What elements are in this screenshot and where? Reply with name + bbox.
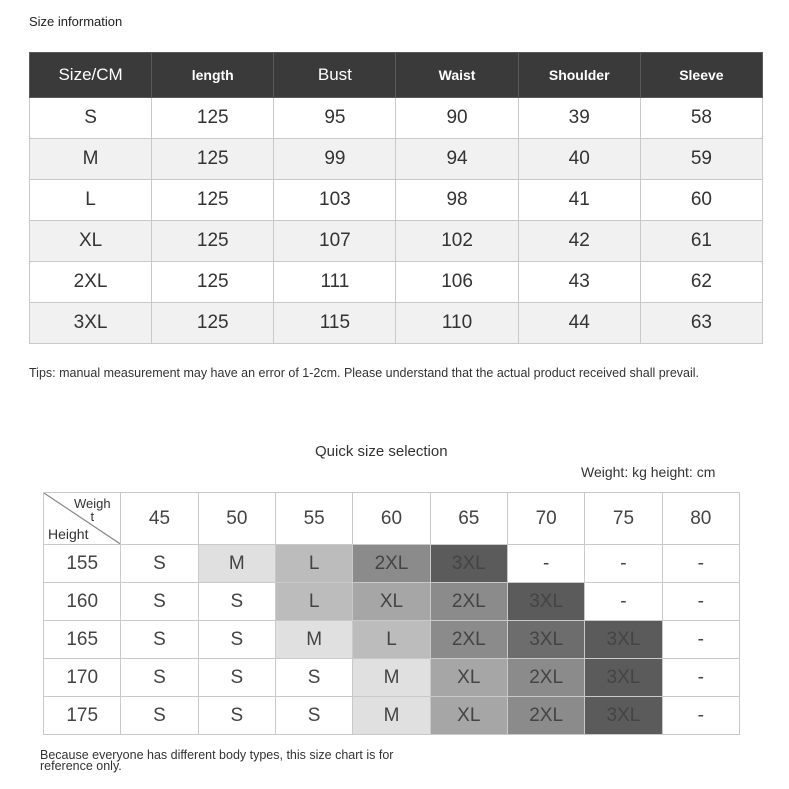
table-row xyxy=(30,303,763,344)
header-bust: Bust xyxy=(274,53,396,98)
size-table xyxy=(29,52,763,344)
weight-header: 75 xyxy=(585,493,662,545)
height-cell: 175 xyxy=(44,697,121,735)
corner-cell xyxy=(44,493,121,545)
size-cell: S xyxy=(198,659,275,697)
table-cell: 42 xyxy=(518,221,640,262)
size-cell: - xyxy=(662,697,739,735)
weight-header: 80 xyxy=(662,493,739,545)
measurement-tips: Tips: manual measurement may have an error of 1-2cm. Please understand that the actual product received shall prevail. xyxy=(29,366,700,380)
table-row xyxy=(30,139,763,180)
quick-table-header-row xyxy=(44,493,740,545)
table-row xyxy=(30,221,763,262)
size-cell: S xyxy=(121,659,198,697)
size-cell: S xyxy=(121,545,198,583)
header-length: length xyxy=(152,53,274,98)
table-row xyxy=(44,697,740,735)
quick-size-table xyxy=(43,492,740,735)
table-cell: 41 xyxy=(518,180,640,221)
size-cell: 2XL xyxy=(430,621,507,659)
size-cell: - xyxy=(585,545,662,583)
size-cell: M xyxy=(353,659,430,697)
size-cell: L xyxy=(275,583,352,621)
table-cell: XL xyxy=(30,221,152,262)
height-cell: 165 xyxy=(44,621,121,659)
weight-header: 60 xyxy=(353,493,430,545)
table-cell: 99 xyxy=(274,139,396,180)
size-cell: 3XL xyxy=(585,659,662,697)
size-cell: 2XL xyxy=(507,659,584,697)
quick-size-title: Quick size selection xyxy=(315,443,448,460)
corner-weight-label: Weight xyxy=(74,496,111,524)
table-row xyxy=(44,621,740,659)
height-cell: 155 xyxy=(44,545,121,583)
table-cell: 95 xyxy=(274,98,396,139)
table-cell: 58 xyxy=(640,98,762,139)
table-cell: 107 xyxy=(274,221,396,262)
size-cell: - xyxy=(585,583,662,621)
size-cell: S xyxy=(121,583,198,621)
table-cell: 125 xyxy=(152,221,274,262)
page-title: Size information xyxy=(29,14,123,29)
weight-header: 70 xyxy=(507,493,584,545)
size-cell: XL xyxy=(430,659,507,697)
size-cell: XL xyxy=(430,697,507,735)
table-cell: 60 xyxy=(640,180,762,221)
weight-header: 65 xyxy=(430,493,507,545)
table-cell: S xyxy=(30,98,152,139)
table-cell: 40 xyxy=(518,139,640,180)
table-cell: 111 xyxy=(274,262,396,303)
table-row xyxy=(30,180,763,221)
table-cell: 59 xyxy=(640,139,762,180)
table-cell: 90 xyxy=(396,98,518,139)
table-cell: L xyxy=(30,180,152,221)
header-shoulder: Shoulder xyxy=(518,53,640,98)
table-row xyxy=(44,545,740,583)
table-cell: 125 xyxy=(152,262,274,303)
table-cell: 106 xyxy=(396,262,518,303)
table-cell: 102 xyxy=(396,221,518,262)
size-cell: - xyxy=(507,545,584,583)
table-cell: 103 xyxy=(274,180,396,221)
size-cell: - xyxy=(662,659,739,697)
size-cell: XL xyxy=(353,583,430,621)
table-cell: 63 xyxy=(640,303,762,344)
weight-header: 50 xyxy=(198,493,275,545)
table-cell: 39 xyxy=(518,98,640,139)
size-cell: S xyxy=(121,621,198,659)
size-cell: S xyxy=(275,659,352,697)
table-cell: 94 xyxy=(396,139,518,180)
table-cell: 61 xyxy=(640,221,762,262)
size-cell: 3XL xyxy=(585,697,662,735)
size-cell: - xyxy=(662,583,739,621)
size-cell: M xyxy=(275,621,352,659)
table-row xyxy=(30,262,763,303)
header-waist: Waist xyxy=(396,53,518,98)
weight-header: 55 xyxy=(275,493,352,545)
header-sleeve: Sleeve xyxy=(640,53,762,98)
size-cell: L xyxy=(353,621,430,659)
table-cell: 62 xyxy=(640,262,762,303)
size-cell: 2XL xyxy=(430,583,507,621)
size-cell: S xyxy=(121,697,198,735)
table-cell: M xyxy=(30,139,152,180)
size-cell: S xyxy=(198,621,275,659)
table-cell: 98 xyxy=(396,180,518,221)
table-cell: 43 xyxy=(518,262,640,303)
table-row xyxy=(30,98,763,139)
table-cell: 3XL xyxy=(30,303,152,344)
table-cell: 125 xyxy=(152,180,274,221)
size-cell: S xyxy=(198,697,275,735)
size-cell: S xyxy=(198,583,275,621)
height-cell: 170 xyxy=(44,659,121,697)
size-cell: - xyxy=(662,545,739,583)
size-cell: L xyxy=(275,545,352,583)
size-table-header-row xyxy=(30,53,763,98)
size-cell: 3XL xyxy=(585,621,662,659)
unit-label: Weight: kg height: cm xyxy=(581,464,716,480)
size-cell: - xyxy=(662,621,739,659)
size-cell: 2XL xyxy=(353,545,430,583)
header-size: Size/CM xyxy=(30,53,152,98)
table-cell: 125 xyxy=(152,303,274,344)
size-cell: S xyxy=(275,697,352,735)
corner-height-label: Height xyxy=(48,526,89,542)
table-cell: 125 xyxy=(152,139,274,180)
size-cell: 2XL xyxy=(507,697,584,735)
size-cell: 3XL xyxy=(507,621,584,659)
table-row xyxy=(44,583,740,621)
height-cell: 160 xyxy=(44,583,121,621)
reference-footnote: Because everyone has different body types, this size chart is for reference only. xyxy=(40,748,394,773)
table-cell: 115 xyxy=(274,303,396,344)
table-row xyxy=(44,659,740,697)
table-cell: 125 xyxy=(152,98,274,139)
table-cell: 44 xyxy=(518,303,640,344)
weight-header: 45 xyxy=(121,493,198,545)
table-cell: 2XL xyxy=(30,262,152,303)
table-cell: 110 xyxy=(396,303,518,344)
size-cell: M xyxy=(198,545,275,583)
size-cell: 3XL xyxy=(507,583,584,621)
size-cell: M xyxy=(353,697,430,735)
size-cell: 3XL xyxy=(430,545,507,583)
